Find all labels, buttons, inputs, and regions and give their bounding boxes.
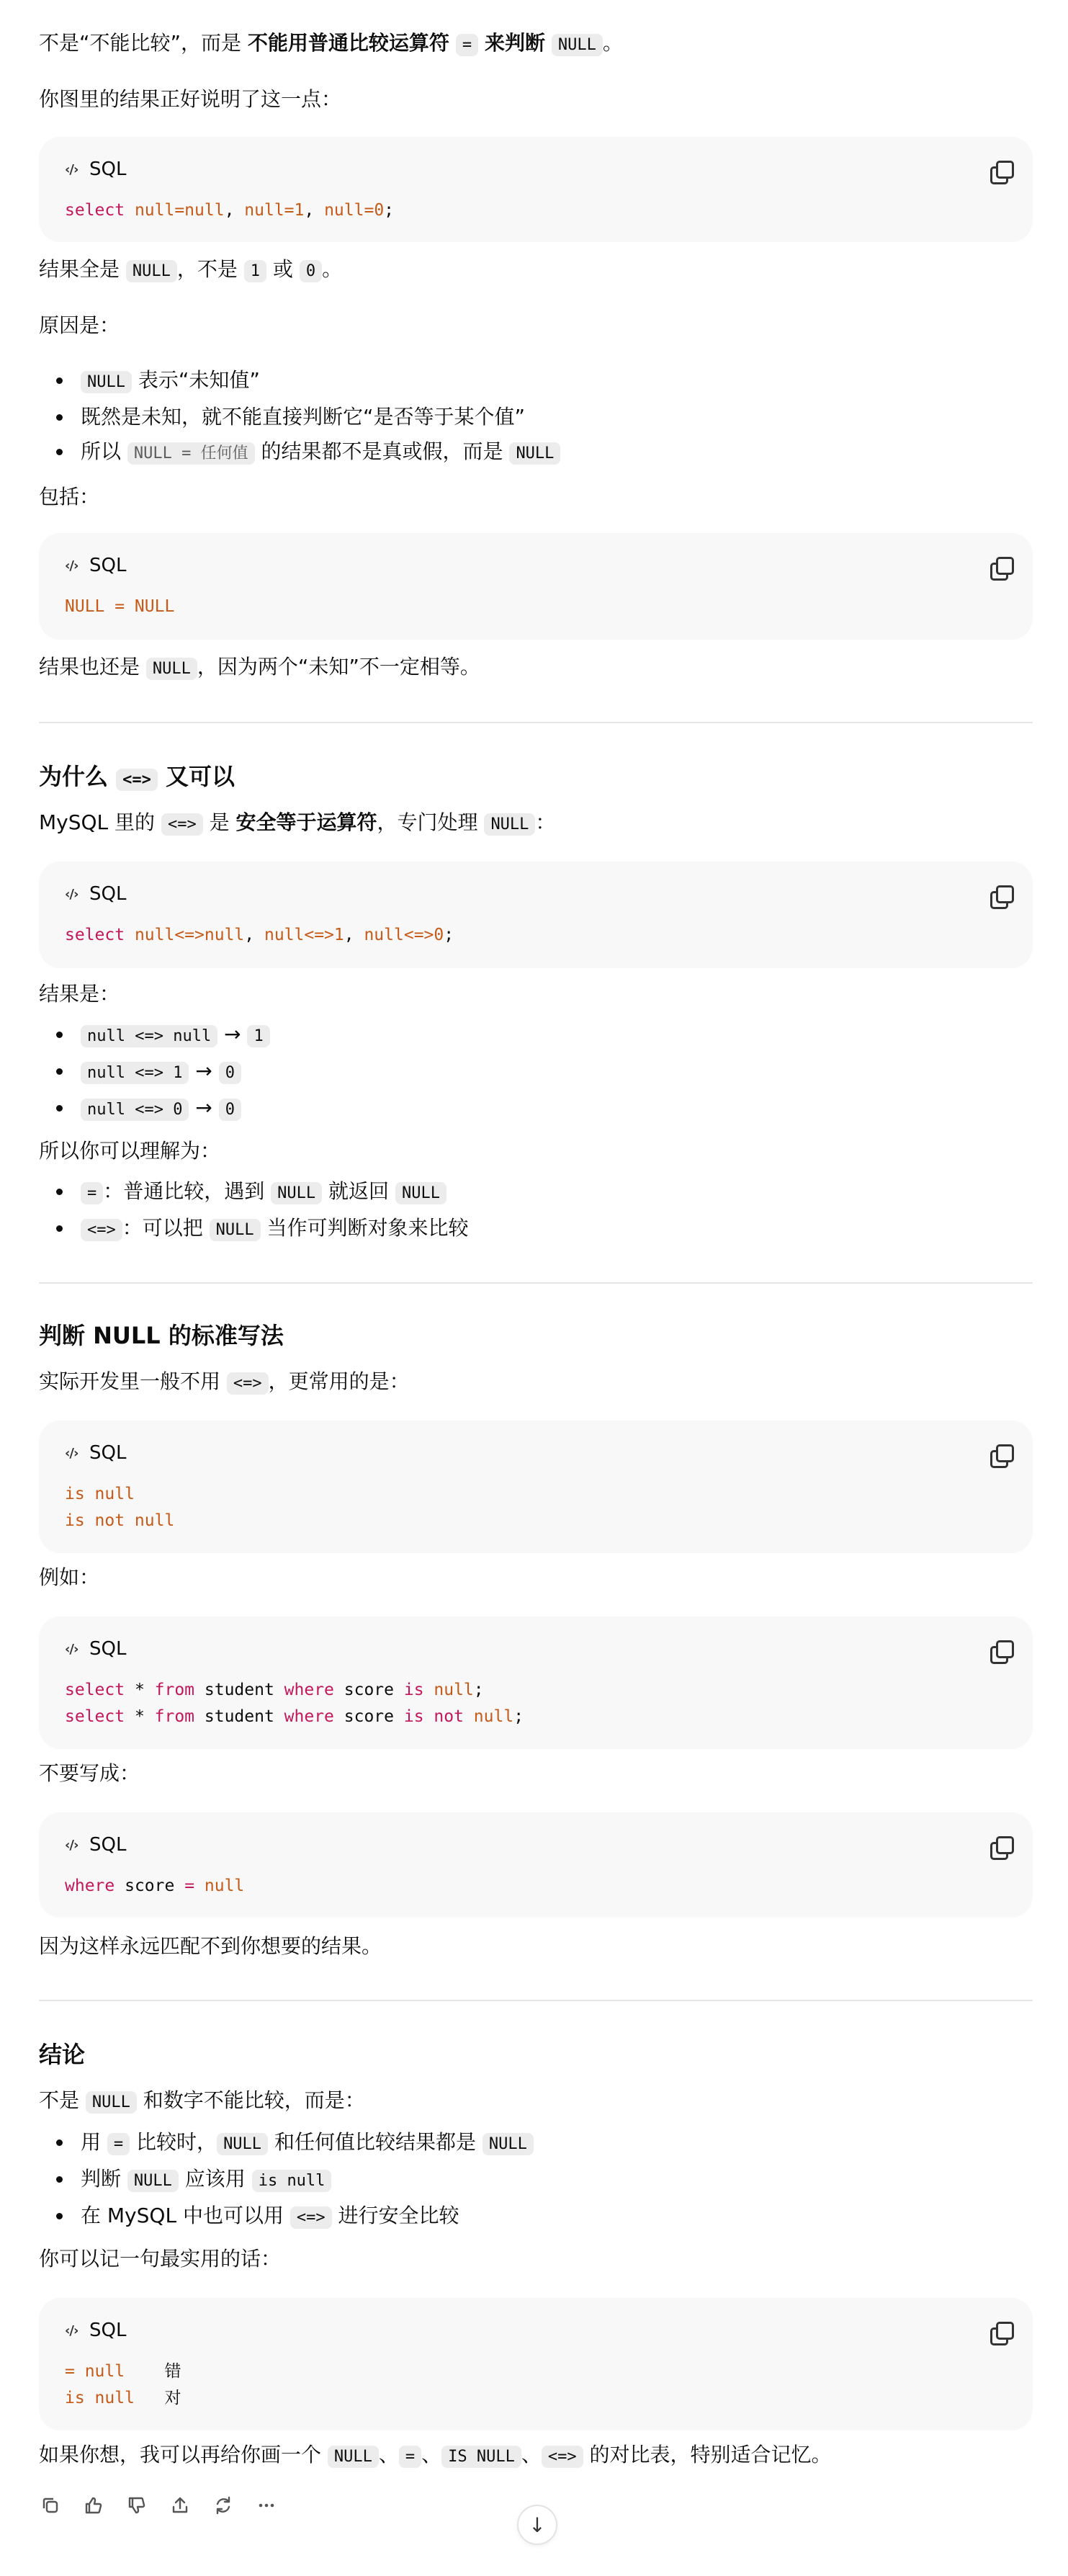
copy-icon[interactable]: [990, 1640, 1011, 1661]
code-block-header: [65, 1635, 1008, 1663]
code-token: student: [194, 1681, 284, 1699]
code-token: null=0: [324, 201, 385, 220]
inline-code: IS NULL: [441, 2446, 521, 2468]
code-token: ;: [513, 1707, 524, 1726]
code-token: ,: [244, 926, 264, 944]
code-token: where: [284, 1681, 334, 1699]
inline-code: NULL: [271, 1182, 322, 1204]
inline-code: null <=> 0: [81, 1099, 189, 1121]
text: 、: [378, 2443, 399, 2467]
divider: [39, 722, 1033, 723]
inline-code: =: [81, 1182, 103, 1204]
code-language-label: SQL: [89, 1442, 127, 1464]
text: 的对比表，特别适合记忆。: [583, 2443, 832, 2467]
text: 不是“不能比较”，而是: [39, 31, 248, 55]
code-token: ;: [444, 926, 454, 944]
code-block-header: [65, 156, 1008, 183]
inline-code: NULL: [210, 1219, 261, 1241]
code-icon: ‹/›: [65, 161, 78, 177]
inline-code: <=>: [116, 769, 158, 791]
code-token: is: [403, 1681, 424, 1699]
code-token: score: [333, 1707, 404, 1726]
section-heading: 判断 NULL 的标准写法: [39, 1322, 284, 1349]
remember-title: 你可以记一句最实用的话：: [39, 2247, 282, 2271]
list-item: [39, 1091, 1033, 1127]
text: 和数字不能比较，而是：: [136, 2088, 365, 2112]
arrow-icon: →: [195, 1059, 212, 1083]
inline-code: =: [107, 2133, 130, 2155]
text: 和任何值比较结果都是: [268, 2130, 483, 2154]
code-block: [39, 862, 1033, 968]
inline-code: NULL: [552, 34, 603, 56]
code-language-label: SQL: [89, 158, 127, 180]
text: 又可以: [157, 763, 235, 790]
more-icon[interactable]: [255, 2494, 278, 2517]
code-block: [39, 1421, 1033, 1553]
section-heading: [39, 759, 235, 797]
inline-code: 1: [244, 260, 266, 282]
code-icon: ‹/›: [65, 886, 78, 902]
arrow-icon: →: [224, 1022, 241, 1046]
code-token: 对: [134, 2389, 181, 2407]
code-token: ,: [344, 926, 364, 944]
list-item: [39, 1017, 1033, 1054]
text: ：普通比较，遇到: [103, 1179, 272, 1203]
code-token: score: [115, 1877, 185, 1895]
code-content: [65, 1677, 1008, 1730]
bold-text: 来判断: [485, 31, 546, 55]
inline-code: is null: [252, 2170, 332, 2192]
copy-icon[interactable]: [39, 2494, 62, 2517]
code-token: null<=>null: [125, 926, 245, 944]
code-content: [65, 1873, 1008, 1900]
dont-title: 不要写成：: [39, 1761, 140, 1785]
text: 或: [266, 257, 300, 281]
code-block: [39, 533, 1033, 640]
inline-code: null <=> 1: [81, 1062, 189, 1084]
copy-icon[interactable]: [990, 1444, 1011, 1465]
code-token: ,: [304, 201, 325, 220]
text: 。: [322, 257, 343, 281]
inline-code: NULL: [217, 2133, 268, 2155]
inline-code: NULL: [127, 2170, 179, 2192]
inline-code: NULL: [509, 442, 560, 465]
code-token: is null: [65, 1485, 135, 1503]
code-token: where: [284, 1707, 334, 1726]
text: 结果也还是: [39, 655, 146, 679]
code-content: [65, 1481, 1008, 1534]
regenerate-icon[interactable]: [212, 2494, 235, 2517]
code-language-label: SQL: [89, 1638, 127, 1660]
code-token: is null: [65, 2389, 135, 2407]
code-block: [39, 2298, 1033, 2430]
inline-code: NULL: [395, 1182, 447, 1204]
list-item: [39, 363, 1033, 400]
understand-title: 所以你可以理解为：: [39, 1139, 221, 1163]
include-title: 包括：: [39, 485, 100, 509]
section-paragraph: [39, 807, 555, 841]
copy-icon[interactable]: [990, 1835, 1011, 1857]
inline-code: =: [456, 34, 478, 56]
code-token: *: [125, 1707, 155, 1726]
code-icon: ‹/›: [65, 2322, 78, 2338]
inline-code: NULL: [146, 658, 197, 680]
text: 在 MySQL 中也可以用: [81, 2204, 290, 2227]
code-content: [65, 2358, 1008, 2412]
code-token: null: [194, 1877, 245, 1895]
copy-icon[interactable]: [990, 160, 1011, 182]
code-token: select: [65, 926, 125, 944]
inline-code: 0: [300, 260, 322, 282]
inline-code: <=>: [227, 1372, 269, 1395]
code-token: from: [154, 1707, 195, 1726]
text: ，专门处理: [377, 810, 485, 834]
text: 表示“未知值”: [131, 368, 260, 392]
code-icon: ‹/›: [65, 1641, 78, 1657]
inline-code: 0: [219, 1099, 241, 1121]
text: 是: [202, 810, 236, 834]
text: ：: [535, 810, 556, 834]
bold-text: 安全等于运算符: [235, 810, 377, 834]
inline-code: NULL: [484, 813, 535, 836]
code-block: [39, 1616, 1033, 1749]
code-token: ;: [473, 1681, 484, 1699]
inline-code: NULL: [483, 2133, 534, 2155]
text: 、: [421, 2443, 442, 2467]
section-paragraph: [39, 1366, 410, 1400]
inline-code: NULL: [86, 2091, 137, 2114]
conclusion-list: [39, 2125, 1033, 2235]
arrow-down-icon: ↓: [529, 2513, 546, 2537]
code-token: select: [65, 1681, 125, 1699]
intro-paragraph-2: 你图里的结果正好说明了这一点：: [39, 87, 342, 111]
final-paragraph: [39, 2439, 832, 2473]
scroll-down-button[interactable]: [517, 2505, 557, 2545]
text: 如果你想，我可以再给你画一个: [39, 2443, 328, 2467]
code-content: [65, 594, 1008, 620]
text: 实际开发里一般不用: [39, 1369, 227, 1393]
text: 既然是未知，就不能直接判断它“是否等于某个值”: [81, 405, 526, 429]
text: 不是: [39, 2088, 86, 2112]
text: ，因为两个“未知”不一定相等。: [197, 655, 480, 679]
arrow-icon: →: [195, 1096, 212, 1119]
code-token: select: [65, 201, 125, 220]
inline-code: NULL: [328, 2446, 379, 2468]
divider: [39, 2000, 1033, 2001]
text: 当作可判断对象来比较: [260, 1216, 469, 1240]
inline-code: =: [399, 2446, 421, 2468]
code-language-label: SQL: [89, 555, 127, 576]
code-token: 错: [125, 2362, 181, 2381]
result-paragraph: [39, 254, 342, 287]
text: 比较时，: [130, 2130, 217, 2154]
text: 判断: [81, 2167, 127, 2191]
list-item: [39, 2125, 1033, 2162]
text: 结果全是: [39, 257, 126, 281]
code-language-label: SQL: [89, 883, 127, 905]
code-token: null=1: [244, 201, 305, 220]
inline-code: <=>: [290, 2206, 332, 2229]
reasons-list: [39, 363, 1033, 471]
list-item: [39, 434, 1033, 471]
code-token: = null: [65, 2362, 125, 2381]
intro-paragraph: [39, 27, 623, 61]
text: ，更常用的是：: [268, 1369, 410, 1393]
thumbs-up-icon[interactable]: [82, 2494, 105, 2517]
inline-code: <=>: [81, 1219, 122, 1241]
copy-icon[interactable]: [990, 556, 1011, 578]
code-token: ;: [384, 201, 395, 220]
text: 进行安全比较: [331, 2204, 459, 2227]
text: 。: [602, 31, 623, 55]
inline-code: NULL = 任何值: [127, 442, 255, 465]
list-item: [39, 1054, 1033, 1091]
code-block-header: [65, 552, 1008, 579]
share-icon[interactable]: [169, 2494, 192, 2517]
code-token: *: [125, 1681, 155, 1699]
result-list: [39, 1017, 1033, 1127]
result-paragraph: [39, 651, 480, 685]
text: 所以: [81, 439, 127, 463]
code-token: null: [423, 1681, 474, 1699]
text: 用: [81, 2130, 107, 2154]
code-token: is not null: [65, 1511, 175, 1530]
inline-code: NULL: [126, 260, 177, 282]
divider: [39, 1282, 1033, 1284]
code-token: null: [463, 1707, 514, 1726]
inline-code: NULL: [81, 371, 132, 393]
text: ，不是: [176, 257, 244, 281]
list-item: [39, 400, 1033, 434]
code-block: [39, 1812, 1033, 1918]
text: MySQL 里的: [39, 810, 161, 834]
message-actions: [39, 2494, 278, 2517]
code-token: ,: [224, 201, 245, 220]
section-heading: 结论: [39, 2041, 86, 2068]
text: 为什么: [39, 763, 117, 790]
copy-icon[interactable]: [990, 2321, 1011, 2343]
code-token: is not: [403, 1707, 464, 1726]
code-block-header: [65, 880, 1008, 908]
text: 、: [521, 2443, 542, 2467]
text: 应该用: [178, 2167, 252, 2191]
code-token: null<=>1: [264, 926, 344, 944]
example-title: 例如：: [39, 1565, 100, 1589]
inline-code: 1: [247, 1025, 269, 1047]
bold-text: 不能用普通比较运算符: [247, 31, 449, 55]
code-token: =: [184, 1877, 195, 1895]
code-block-header: [65, 1831, 1008, 1859]
code-icon: ‹/›: [65, 1445, 78, 1461]
list-item: [39, 2199, 1033, 2235]
code-icon: ‹/›: [65, 558, 78, 573]
code-token: from: [154, 1681, 195, 1699]
inline-code: null <=> null: [81, 1025, 217, 1047]
understand-list: [39, 1174, 1033, 1248]
text: ：可以把: [122, 1216, 210, 1240]
inline-code: 0: [219, 1062, 241, 1084]
code-token: student: [194, 1707, 284, 1726]
section-paragraph: [39, 2085, 365, 2119]
list-item: [39, 1211, 1033, 1248]
code-content: [65, 922, 1008, 949]
code-token: select: [65, 1707, 125, 1726]
code-language-label: SQL: [89, 1834, 127, 1856]
code-language-label: SQL: [89, 2320, 127, 2341]
code-token: score: [333, 1681, 404, 1699]
inline-code: <=>: [161, 813, 203, 836]
thumbs-down-icon[interactable]: [125, 2494, 148, 2517]
code-icon: ‹/›: [65, 1837, 78, 1853]
code-token: where: [65, 1877, 115, 1895]
code-token: null<=>0: [364, 926, 444, 944]
code-content: [65, 197, 1008, 224]
list-item: [39, 2162, 1033, 2199]
code-block: [39, 137, 1033, 242]
reason-title: 原因是：: [39, 313, 120, 337]
dont-result: 因为这样永远匹配不到你想要的结果。: [39, 1934, 382, 1958]
code-token: NULL = NULL: [65, 597, 175, 616]
text: 就返回: [322, 1179, 395, 1203]
result-title: 结果是：: [39, 982, 120, 1006]
copy-icon[interactable]: [990, 885, 1011, 906]
text: 的结果都不是真或假，而是: [254, 439, 510, 463]
code-block-header: [65, 1439, 1008, 1467]
inline-code: <=>: [542, 2446, 583, 2468]
list-item: [39, 1174, 1033, 1211]
code-block-header: [65, 2317, 1008, 2344]
code-token: null=null: [125, 201, 225, 220]
